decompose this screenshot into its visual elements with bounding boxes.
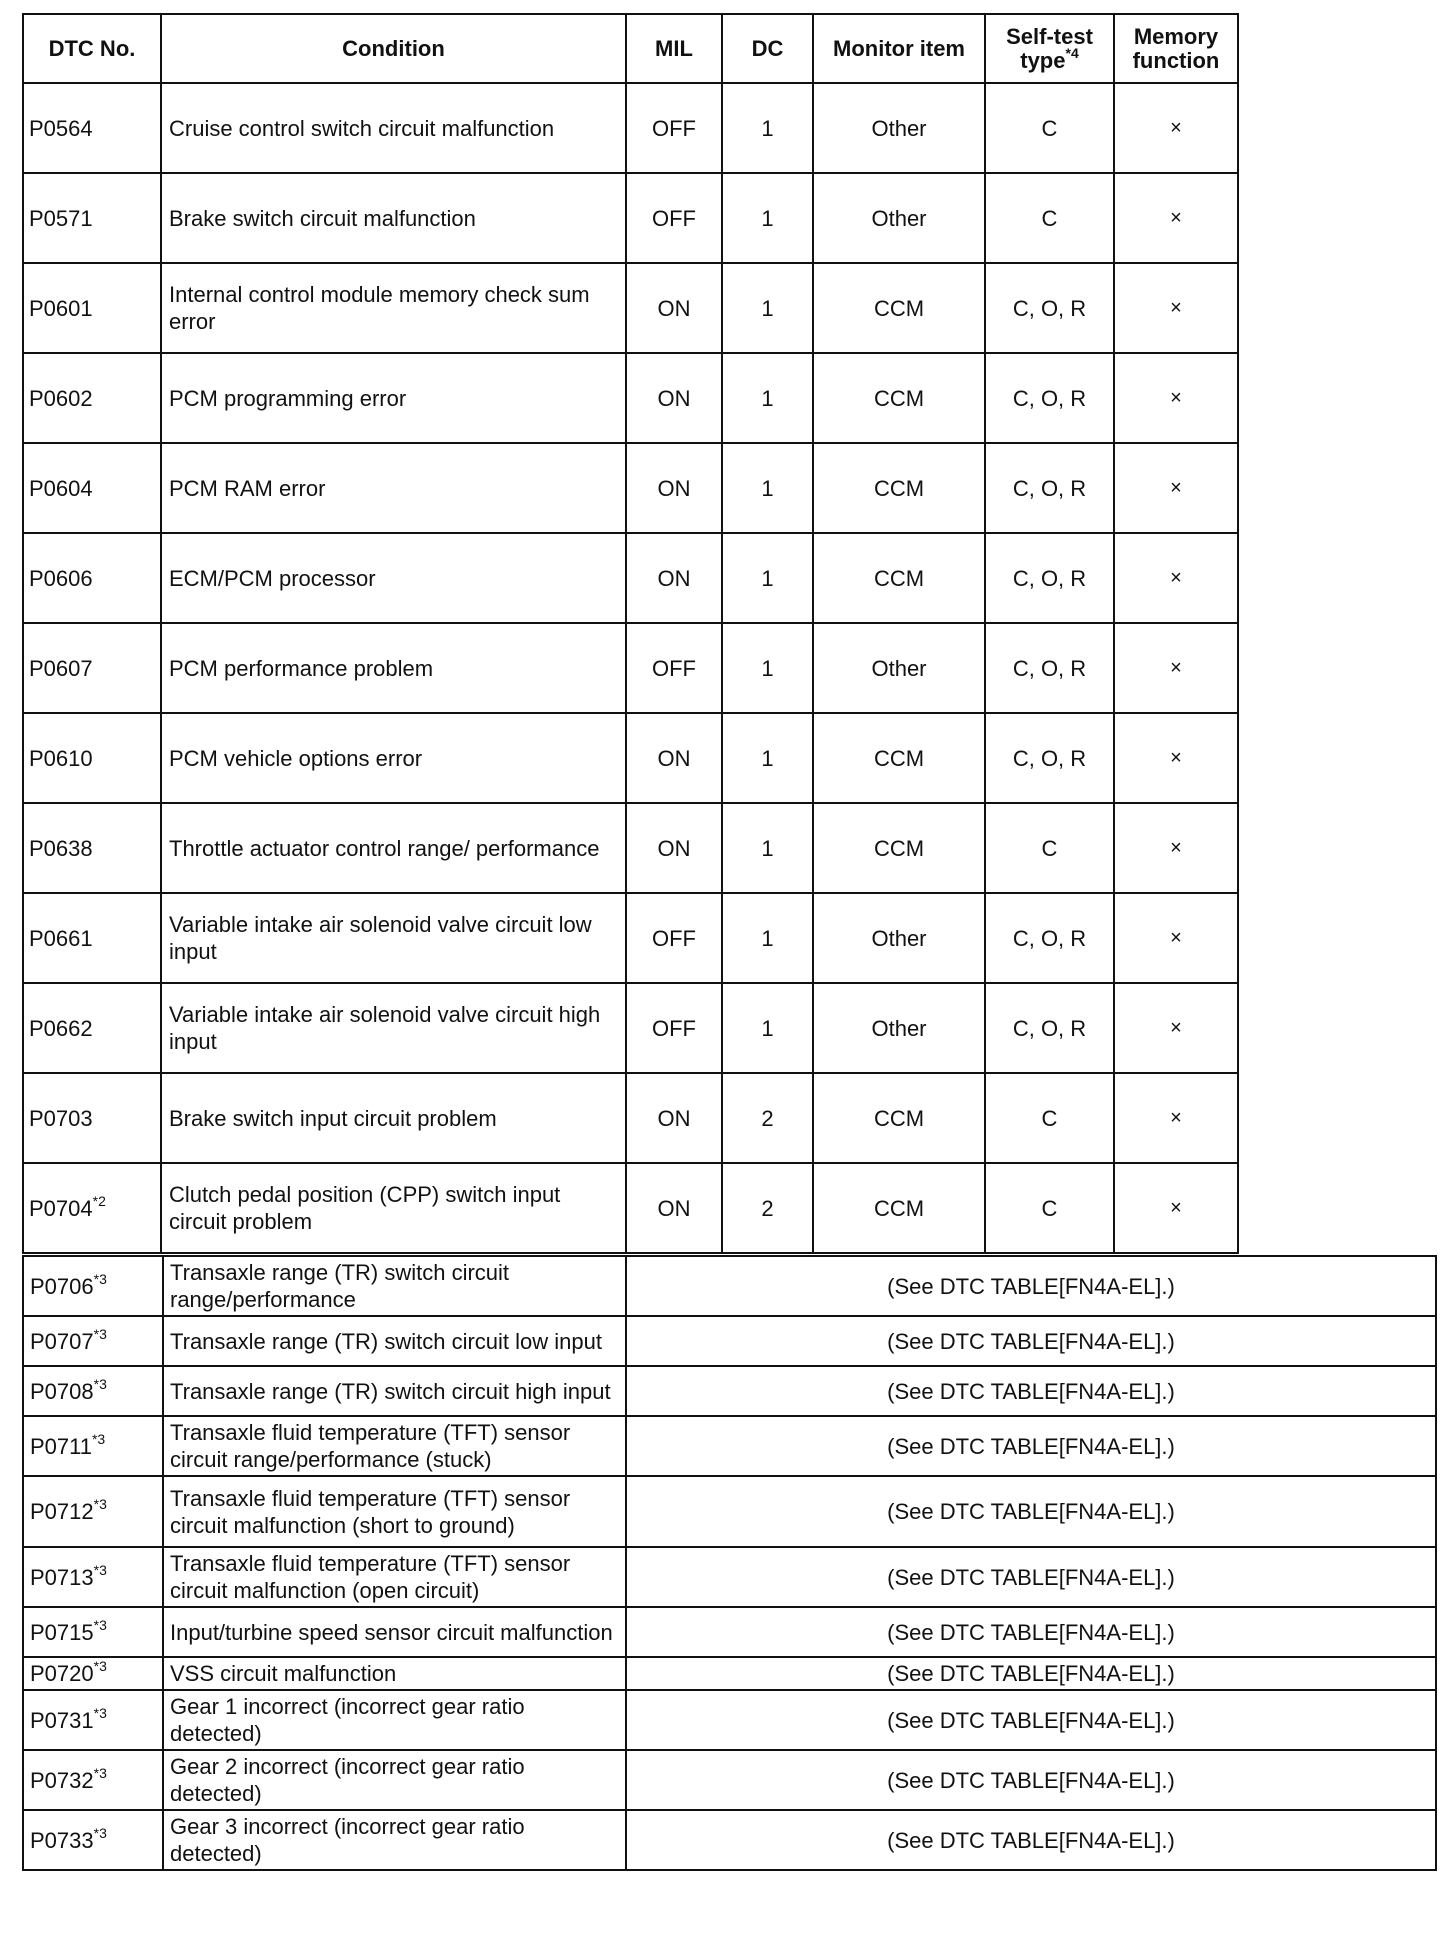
memory-function-cell: × bbox=[1114, 803, 1238, 893]
mil-cell: ON bbox=[626, 1163, 722, 1253]
table-row bbox=[23, 1316, 1436, 1366]
dc-cell: 2 bbox=[722, 1163, 813, 1253]
self-test-type-cell: C bbox=[985, 1163, 1114, 1253]
dtc-footnote: *3 bbox=[93, 1496, 107, 1512]
dtc-code-cell bbox=[23, 1256, 163, 1316]
monitor-item-cell: CCM bbox=[813, 533, 985, 623]
dc-cell: 1 bbox=[722, 83, 813, 173]
dtc-code-cell bbox=[23, 443, 161, 533]
monitor-item-cell: Other bbox=[813, 83, 985, 173]
dc-cell: 1 bbox=[722, 263, 813, 353]
dtc-footnote: *3 bbox=[93, 1561, 107, 1578]
condition-cell: Transaxle fluid temperature (TFT) sensor circuit malfunction (short to ground) bbox=[163, 1476, 626, 1547]
mil-cell: ON bbox=[626, 443, 722, 533]
self-test-type-cell: C, O, R bbox=[985, 533, 1114, 623]
table-row bbox=[23, 1073, 1238, 1163]
mil-cell: OFF bbox=[626, 173, 722, 263]
table-row bbox=[23, 1690, 1436, 1750]
dc-cell: 1 bbox=[722, 893, 813, 983]
condition-cell: PCM programming error bbox=[161, 353, 626, 443]
table-row bbox=[23, 353, 1238, 443]
dtc-code: P0733 bbox=[30, 1827, 94, 1853]
header-self-test-label: Self-test type bbox=[1006, 23, 1093, 73]
monitor-item-cell: Other bbox=[813, 173, 985, 263]
dtc-code-cell bbox=[23, 1073, 161, 1163]
condition-cell: Gear 2 incorrect (incorrect gear ratio detected) bbox=[163, 1750, 626, 1810]
dtc-code-cell bbox=[23, 893, 161, 983]
table-row bbox=[23, 1750, 1436, 1810]
memory-function-cell: × bbox=[1114, 893, 1238, 983]
self-test-type-cell: C, O, R bbox=[985, 443, 1114, 533]
self-test-type-cell: C bbox=[985, 1073, 1114, 1163]
table-row bbox=[23, 1366, 1436, 1416]
dtc-code: P0601 bbox=[29, 295, 93, 321]
dc-cell: 1 bbox=[722, 983, 813, 1073]
dtc-code-cell bbox=[23, 263, 161, 353]
table-row bbox=[23, 1256, 1436, 1316]
mil-cell: ON bbox=[626, 713, 722, 803]
monitor-item-cell: Other bbox=[813, 893, 985, 983]
condition-cell: Internal control module memory check sum error bbox=[161, 263, 626, 353]
memory-function-cell: × bbox=[1114, 1073, 1238, 1163]
dtc-code-cell bbox=[23, 1690, 163, 1750]
dtc-footnote: *2 bbox=[92, 1192, 106, 1209]
dtc-code-cell bbox=[23, 623, 161, 713]
dtc-code: P0704 bbox=[29, 1195, 93, 1221]
table-row bbox=[23, 173, 1238, 263]
memory-function-cell: × bbox=[1114, 713, 1238, 803]
dtc-code: P0564 bbox=[29, 115, 93, 141]
monitor-item-cell: CCM bbox=[813, 353, 985, 443]
dtc-footnote: *3 bbox=[93, 1764, 107, 1781]
dtc-footnote: *3 bbox=[93, 1325, 107, 1342]
table-row bbox=[23, 893, 1238, 983]
dtc-table bbox=[22, 13, 1239, 1254]
mil-cell: ON bbox=[626, 353, 722, 443]
table-row bbox=[23, 713, 1238, 803]
see-dtc-table-reference: (See DTC TABLE[FN4A-EL].) bbox=[626, 1316, 1436, 1366]
see-dtc-table-reference: (See DTC TABLE[FN4A-EL].) bbox=[626, 1476, 1436, 1547]
dtc-code-cell bbox=[23, 533, 161, 623]
dtc-code: P0610 bbox=[29, 745, 93, 771]
table-row bbox=[23, 1476, 1436, 1547]
header-condition: Condition bbox=[161, 14, 626, 83]
header-self-test-footnote: *4 bbox=[1065, 44, 1079, 61]
dtc-code: P0604 bbox=[29, 475, 93, 501]
see-dtc-table-reference: (See DTC TABLE[FN4A-EL].) bbox=[626, 1547, 1436, 1607]
dtc-code-cell bbox=[23, 1547, 163, 1607]
memory-function-cell: × bbox=[1114, 983, 1238, 1073]
dtc-footnote: *3 bbox=[93, 1704, 107, 1721]
dc-cell: 1 bbox=[722, 713, 813, 803]
table-row bbox=[23, 443, 1238, 533]
dtc-code-cell bbox=[23, 1476, 163, 1547]
mil-cell: ON bbox=[626, 533, 722, 623]
condition-cell: Cruise control switch circuit malfunction bbox=[161, 83, 626, 173]
self-test-type-cell: C, O, R bbox=[985, 983, 1114, 1073]
dtc-footnote: *3 bbox=[93, 1658, 107, 1674]
condition-cell: Clutch pedal position (CPP) switch input circuit problem bbox=[161, 1163, 626, 1253]
self-test-type-cell: C bbox=[985, 83, 1114, 173]
dtc-code: P0731 bbox=[30, 1707, 94, 1733]
condition-cell: PCM RAM error bbox=[161, 443, 626, 533]
dtc-code-cell bbox=[23, 1607, 163, 1657]
memory-function-cell: × bbox=[1114, 173, 1238, 263]
condition-cell: Gear 3 incorrect (incorrect gear ratio detected) bbox=[163, 1810, 626, 1870]
dtc-code-cell bbox=[23, 803, 161, 893]
self-test-type-cell: C, O, R bbox=[985, 713, 1114, 803]
table-row bbox=[23, 1657, 1436, 1690]
dtc-code: P0713 bbox=[30, 1564, 94, 1590]
header-memory-function: Memory function bbox=[1114, 14, 1238, 83]
dc-cell: 1 bbox=[722, 533, 813, 623]
dtc-code: P0662 bbox=[29, 1015, 93, 1041]
table-row bbox=[23, 1416, 1436, 1476]
table-row bbox=[23, 1547, 1436, 1607]
monitor-item-cell: Other bbox=[813, 983, 985, 1073]
dtc-code-cell bbox=[23, 1416, 163, 1476]
condition-cell: Transaxle range (TR) switch circuit low input bbox=[163, 1316, 626, 1366]
condition-cell: Brake switch input circuit problem bbox=[161, 1073, 626, 1163]
dtc-footnote: *3 bbox=[93, 1270, 107, 1287]
condition-cell: Brake switch circuit malfunction bbox=[161, 173, 626, 263]
dtc-code: P0638 bbox=[29, 835, 93, 861]
dtc-code-cell bbox=[23, 1316, 163, 1366]
dtc-code: P0720 bbox=[30, 1661, 94, 1686]
mil-cell: ON bbox=[626, 803, 722, 893]
dtc-footnote: *3 bbox=[93, 1375, 107, 1392]
mil-cell: OFF bbox=[626, 623, 722, 713]
header-monitor-item: Monitor item bbox=[813, 14, 985, 83]
self-test-type-cell: C, O, R bbox=[985, 263, 1114, 353]
condition-cell: Transaxle fluid temperature (TFT) sensor circuit malfunction (open circuit) bbox=[163, 1547, 626, 1607]
self-test-type-cell: C bbox=[985, 173, 1114, 263]
condition-cell: Transaxle range (TR) switch circuit range/performance bbox=[163, 1256, 626, 1316]
monitor-item-cell: CCM bbox=[813, 443, 985, 533]
header-self-test-type bbox=[985, 14, 1114, 83]
dtc-footnote: *3 bbox=[93, 1824, 107, 1841]
dtc-code-cell bbox=[23, 173, 161, 263]
table-row bbox=[23, 623, 1238, 713]
dtc-code-cell bbox=[23, 1366, 163, 1416]
dtc-code: P0712 bbox=[30, 1499, 94, 1524]
memory-function-cell: × bbox=[1114, 83, 1238, 173]
dtc-code-cell bbox=[23, 1657, 163, 1690]
see-dtc-table-reference: (See DTC TABLE[FN4A-EL].) bbox=[626, 1607, 1436, 1657]
mil-cell: ON bbox=[626, 1073, 722, 1163]
mil-cell: OFF bbox=[626, 893, 722, 983]
condition-cell: Input/turbine speed sensor circuit malfunction bbox=[163, 1607, 626, 1657]
dtc-code-cell bbox=[23, 353, 161, 443]
mil-cell: ON bbox=[626, 263, 722, 353]
table-row bbox=[23, 1810, 1436, 1870]
condition-cell: Transaxle range (TR) switch circuit high input bbox=[163, 1366, 626, 1416]
dtc-code-cell bbox=[23, 1810, 163, 1870]
memory-function-cell: × bbox=[1114, 443, 1238, 533]
dtc-code: P0607 bbox=[29, 655, 93, 681]
dtc-code: P0571 bbox=[29, 205, 93, 231]
dtc-code: P0606 bbox=[29, 565, 93, 591]
dtc-code-cell bbox=[23, 1163, 161, 1253]
dc-cell: 1 bbox=[722, 173, 813, 263]
condition-cell: Variable intake air solenoid valve circuit high input bbox=[161, 983, 626, 1073]
dtc-code-cell bbox=[23, 83, 161, 173]
table-row bbox=[23, 1607, 1436, 1657]
dtc-code-cell bbox=[23, 713, 161, 803]
dtc-code: P0707 bbox=[30, 1328, 94, 1354]
condition-cell: PCM vehicle options error bbox=[161, 713, 626, 803]
condition-cell: PCM performance problem bbox=[161, 623, 626, 713]
mil-cell: OFF bbox=[626, 983, 722, 1073]
memory-function-cell: × bbox=[1114, 623, 1238, 713]
dc-cell: 1 bbox=[722, 443, 813, 533]
dtc-code: P0708 bbox=[30, 1378, 94, 1404]
dtc-code: P0706 bbox=[30, 1273, 94, 1299]
table-row bbox=[23, 983, 1238, 1073]
monitor-item-cell: CCM bbox=[813, 263, 985, 353]
see-dtc-table-reference: (See DTC TABLE[FN4A-EL].) bbox=[626, 1416, 1436, 1476]
mil-cell: OFF bbox=[626, 83, 722, 173]
dtc-code: P0711 bbox=[30, 1433, 92, 1459]
monitor-item-cell: CCM bbox=[813, 803, 985, 893]
condition-cell: Transaxle fluid temperature (TFT) sensor circuit range/performance (stuck) bbox=[163, 1416, 626, 1476]
memory-function-cell: × bbox=[1114, 533, 1238, 623]
condition-cell: Throttle actuator control range/ performance bbox=[161, 803, 626, 893]
header-mil: MIL bbox=[626, 14, 722, 83]
condition-cell: VSS circuit malfunction bbox=[163, 1657, 626, 1690]
dtc-code-cell bbox=[23, 983, 161, 1073]
dtc-code: P0661 bbox=[29, 925, 93, 951]
see-dtc-table-reference: (See DTC TABLE[FN4A-EL].) bbox=[626, 1810, 1436, 1870]
dtc-code: P0602 bbox=[29, 385, 93, 411]
memory-function-cell: × bbox=[1114, 353, 1238, 443]
dtc-reference-table bbox=[22, 1255, 1437, 1871]
dc-cell: 1 bbox=[722, 623, 813, 713]
see-dtc-table-reference: (See DTC TABLE[FN4A-EL].) bbox=[626, 1256, 1436, 1316]
see-dtc-table-reference: (See DTC TABLE[FN4A-EL].) bbox=[626, 1657, 1436, 1690]
memory-function-cell: × bbox=[1114, 1163, 1238, 1253]
table-row bbox=[23, 803, 1238, 893]
self-test-type-cell: C, O, R bbox=[985, 623, 1114, 713]
see-dtc-table-reference: (See DTC TABLE[FN4A-EL].) bbox=[626, 1750, 1436, 1810]
dtc-code: P0715 bbox=[30, 1619, 94, 1645]
dc-cell: 2 bbox=[722, 1073, 813, 1163]
memory-function-cell: × bbox=[1114, 263, 1238, 353]
self-test-type-cell: C bbox=[985, 803, 1114, 893]
dtc-code: P0732 bbox=[30, 1767, 94, 1793]
see-dtc-table-reference: (See DTC TABLE[FN4A-EL].) bbox=[626, 1366, 1436, 1416]
dtc-footnote: *3 bbox=[93, 1616, 107, 1633]
table-row bbox=[23, 1163, 1238, 1253]
dtc-code-cell bbox=[23, 1750, 163, 1810]
see-dtc-table-reference: (See DTC TABLE[FN4A-EL].) bbox=[626, 1690, 1436, 1750]
dc-cell: 1 bbox=[722, 353, 813, 443]
condition-cell: Gear 1 incorrect (incorrect gear ratio detected) bbox=[163, 1690, 626, 1750]
header-dtc: DTC No. bbox=[23, 14, 161, 83]
monitor-item-cell: Other bbox=[813, 623, 985, 713]
table-row bbox=[23, 263, 1238, 353]
condition-cell: ECM/PCM processor bbox=[161, 533, 626, 623]
header-dc: DC bbox=[722, 14, 813, 83]
self-test-type-cell: C, O, R bbox=[985, 353, 1114, 443]
monitor-item-cell: CCM bbox=[813, 1163, 985, 1253]
monitor-item-cell: CCM bbox=[813, 1073, 985, 1163]
dtc-footnote: *3 bbox=[91, 1430, 106, 1447]
table-row bbox=[23, 83, 1238, 173]
self-test-type-cell: C, O, R bbox=[985, 893, 1114, 983]
table-row bbox=[23, 533, 1238, 623]
monitor-item-cell: CCM bbox=[813, 713, 985, 803]
table-header-row bbox=[23, 14, 1238, 83]
dc-cell: 1 bbox=[722, 803, 813, 893]
condition-cell: Variable intake air solenoid valve circuit low input bbox=[161, 893, 626, 983]
dtc-code: P0703 bbox=[29, 1105, 93, 1131]
